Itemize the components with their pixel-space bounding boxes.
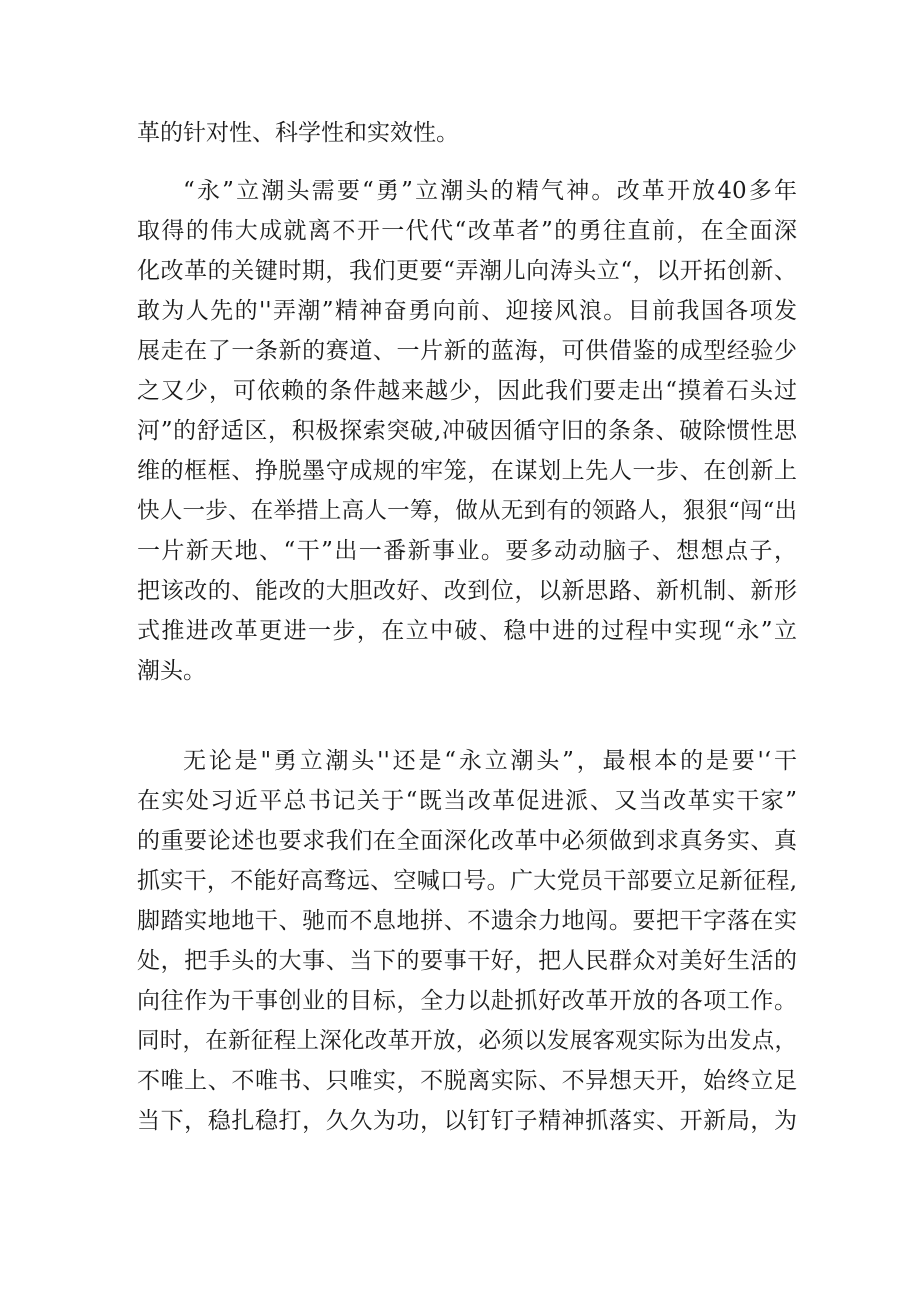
text-line: 在实处习近平总书记关于“既当改革促进派、又当改革实干家” bbox=[137, 788, 797, 814]
text-line: “永”立潮头需要“勇”立潮头的精气神。改革开放40多年 bbox=[183, 178, 797, 204]
text-line: 展走在了一条新的赛道、一片新的蓝海，可供借鉴的成型经验少 bbox=[137, 338, 797, 364]
text-line: 快人一步、在举措上高人一筹，做从无到有的领路人，狠狠“闯“出 bbox=[137, 498, 797, 524]
text-line: 式推进改革更进一步，在立中破、稳中进的过程中实现“永”立 bbox=[137, 618, 797, 644]
text-line: 的重要论述也要求我们在全面深化改革中必须做到求真务实、真 bbox=[137, 828, 797, 854]
text-line: 化改革的关键时期，我们更要“弄潮儿向涛头立“，以开拓创新、 bbox=[137, 258, 797, 284]
text-line: 向往作为干事创业的目标，全力以赴抓好改革开放的各项工作。 bbox=[137, 988, 797, 1014]
text-line: 潮头。 bbox=[137, 658, 206, 684]
text-line: 抓实干，不能好高骛远、空喊口号。广大党员干部要立足新征程, bbox=[137, 868, 797, 894]
text-line: 革的针对性、科学性和实效性。 bbox=[137, 120, 459, 146]
text-line: 取得的伟大成就离不开一代代“改革者”的勇往直前，在全面深 bbox=[137, 218, 797, 244]
text-line: 处，把手头的大事、当下的要事干好，把人民群众对美好生活的 bbox=[137, 948, 797, 974]
text-line: 不唯上、不唯书、只唯实，不脱离实际、不异想天开，始终立足 bbox=[137, 1068, 797, 1094]
text-line: 敢为人先的''弄潮”精神奋勇向前、迎接风浪。目前我国各项发 bbox=[137, 298, 797, 324]
text-line: 之又少，可依赖的条件越来越少，因此我们要走出“摸着石头过 bbox=[137, 378, 797, 404]
text-line: 脚踏实地地干、驰而不息地拼、不遗余力地闯。要把干字落在实 bbox=[137, 908, 797, 934]
text-line: 维的框框、挣脱墨守成规的牢笼，在谋划上先人一步、在创新上 bbox=[137, 458, 797, 484]
text-line: 同时，在新征程上深化改革开放，必须以发展客观实际为出发点， bbox=[137, 1028, 797, 1054]
text-line: 河”的舒适区，积极探索突破,冲破因循守旧的条条、破除惯性思 bbox=[137, 418, 797, 444]
text-line: 一片新天地、“干”出一番新事业。要多动动脑子、想想点子， bbox=[137, 538, 797, 564]
text-line: 当下，稳扎稳打，久久为功，以钉钉子精神抓落实、开新局，为 bbox=[137, 1108, 797, 1134]
text-line: 无论是"勇立潮头''还是“永立潮头”，最根本的是要'‘干 bbox=[183, 748, 797, 774]
text-line: 把该改的、能改的大胆改好、改到位，以新思路、新机制、新形 bbox=[137, 578, 797, 604]
